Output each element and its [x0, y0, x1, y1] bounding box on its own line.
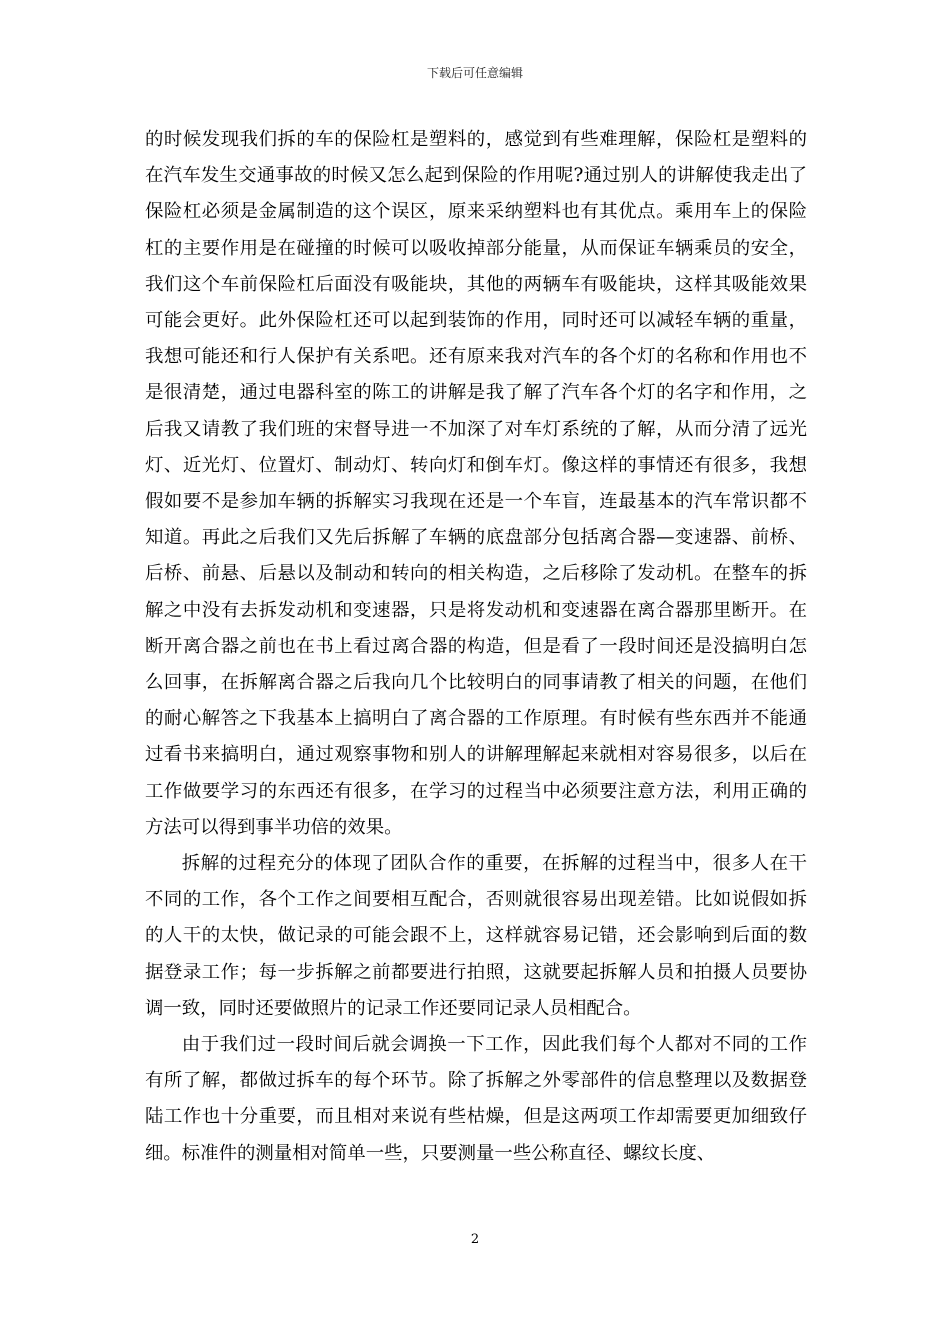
paragraph-2: 拆解的过程充分的体现了团队合作的重要，在拆解的过程当中，很多人在干不同的工作，各个工作之间要相互配合，否则就很容易出现差错。比如说假如拆的人干的太快，做记录的可能会跟不上，这样就容易记错，还会影响到后面的数据登录工作；每一步拆解之前都要进行拍照，这就要起拆解人员和拍摄人员要协调一致，同时还要做照片的记录工作还要同记录人员相配合。 [145, 853, 807, 1019]
paragraph-3: 由于我们过一段时间后就会调换一下工作，因此我们每个人都对不同的工作有所了解，都做过拆车的每个环节。除了拆解之外零部件的信息整理以及数据登陆工作也十分重要，而且相对来说有些枯燥，但是这两项工作却需要更加细致仔细。标准件的测量相对简单一些，只要测量一些公称直径、螺纹长度、 [145, 1034, 807, 1164]
page-number: 2 [470, 1232, 480, 1247]
paragraph-1: 的时候发现我们拆的车的保险杠是塑料的，感觉到有些难理解，保险杠是塑料的在汽车发生交通事故的时候又怎么起到保险的作用呢?通过别人的讲解使我走出了保险杠必须是金属制造的这个误区，原来采纳塑料也有其优点。乘用车上的保险杠的主要作用是在碰撞的时候可以吸收掉部分能量，从而保证车辆乘员的安全，我们这个车前保险杠后面没有吸能块，其他的两辆车有吸能块，这样其吸能效果可能会更好。此外保险杠还可以起到装饰的作用，同时还可以减轻车辆的重量，我想可能还和行人保护有关系吧。还有原来我对汽车的各个灯的名称和作用也不是很清楚，通过电器科室的陈工的讲解是我了解了汽车各个灯的名字和作用，之后我又请教了我们班的宋督导进一不加深了对车灯系统的了解，从而分清了远光灯、近光灯、位置灯、制动灯、转向灯和倒车灯。像这样的事情还有很多，我想假如要不是参加车辆的拆解实习我现在还是一个车盲，连最基本的汽车常识都不知道。再此之后我们又先后拆解了车辆的底盘部分包括离合器—变速器、前桥、后桥、前悬、后悬以及制动和转向的相关构造，之后移除了发动机。在整车的拆解之中没有去拆发动机和变速器，只是将发动机和变速器在离合器那里断开。在断开离合器之前也在书上看过离合器的构造，但是看了一段时间还是没搞明白怎么回事，在拆解离合器之后我向几个比较明白的同事请教了相关的问题，在他们的耐心解答之下我基本上搞明白了离合器的工作原理。有时候有些东西并不能通过看书来搞明白，通过观察事物和别人的讲解理解起来就相对容易很多，以后在工作做要学习的东西还有很多，在学习的过程当中必须要注意方法，利用正确的方法可以得到事半功倍的效果。 [145, 129, 807, 838]
page-header: 下载后可任意编辑 [426, 66, 523, 80]
document-body [145, 122, 807, 1172]
